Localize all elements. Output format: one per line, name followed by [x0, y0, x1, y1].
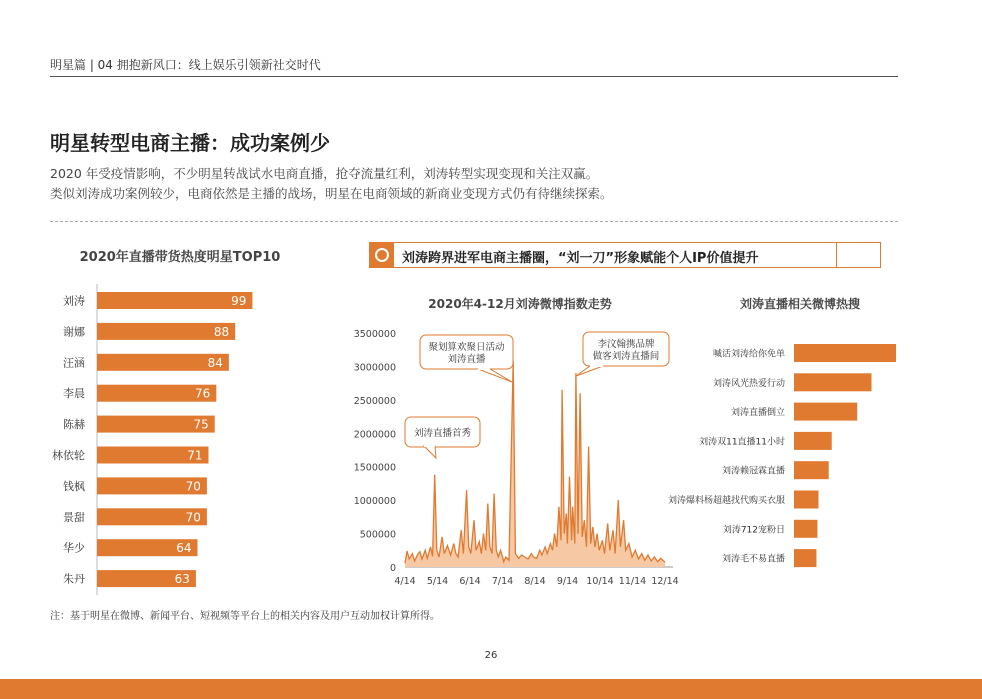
top10-bar-value: 70 [185, 510, 201, 525]
weibo-y-tick-label: 1000000 [353, 496, 396, 508]
weibo-index-line [405, 361, 665, 563]
description-line-1: 2020 年受疫情影响，不少明星转战试水电商直播，抢夺流量红利，刘涛转型实现变现和关注双赢。 [50, 166, 599, 181]
top10-category-label: 谢娜 [63, 325, 85, 339]
weibo-index-chart-title: 2020年4-12月刘涛微博指数走势 [428, 297, 612, 311]
hot-search-chart-title: 刘涛直播相关微博热搜 [739, 297, 860, 311]
weibo-annotation-text: 做客刘涛直播间 [592, 351, 660, 362]
hot-search-label: 刘涛毛不易直播 [721, 554, 785, 565]
hot-search-label: 刘涛风光热爱行动 [712, 378, 785, 389]
weibo-annotation-pointer [424, 446, 436, 458]
top10-category-label: 李晨 [63, 387, 85, 401]
weibo-x-tick-label: 4/14 [394, 576, 416, 587]
top10-bar-value: 88 [213, 324, 230, 339]
weibo-x-tick-label: 9/14 [556, 576, 579, 587]
page-number: 26 [484, 650, 498, 661]
weibo-annotation-text: 李汶翰携品牌 [597, 339, 655, 350]
weibo-annotation-pointer [576, 366, 603, 376]
hot-search-label: 刘涛双11直播11小时 [699, 437, 785, 448]
top10-bar-value: 99 [231, 294, 247, 308]
hot-search-bar [794, 373, 872, 391]
top10-chart-title: 2020年直播带货热度明星TOP10 [79, 250, 281, 265]
top10-category-label: 景甜 [63, 510, 85, 524]
top10-bar-value: 64 [176, 541, 192, 556]
top10-category-label: 刘涛 [63, 294, 85, 308]
weibo-annotation-pointer [478, 369, 512, 382]
page-title: 明星转型电商主播：成功案例少 [50, 131, 330, 155]
top10-category-label: 华少 [63, 541, 85, 555]
hot-search-label: 刘涛赖冠霖直播 [721, 466, 785, 477]
top10-category-label: 陈赫 [63, 418, 85, 432]
weibo-annotation-text: 刘涛直播 [447, 354, 486, 365]
weibo-y-tick-label: 2000000 [353, 429, 396, 441]
hot-search-bar [794, 520, 817, 538]
top10-bar-value: 75 [193, 417, 209, 432]
weibo-y-tick-label: 1500000 [353, 462, 396, 474]
weibo-x-tick-label: 10/14 [586, 576, 614, 587]
top10-bar-value: 63 [174, 572, 190, 587]
top10-bar-value: 71 [187, 448, 203, 463]
hot-search-bar [794, 491, 818, 509]
weibo-annotation-text: 聚划算欢聚日活动 [428, 342, 505, 353]
bottom-accent-bar [0, 679, 982, 699]
weibo-x-tick-label: 7/14 [491, 576, 514, 587]
top10-category-label: 林依轮 [52, 449, 85, 462]
top10-category-label: 汪涵 [63, 356, 85, 370]
weibo-y-tick-label: 3500000 [353, 329, 396, 340]
top10-category-label: 朱丹 [63, 572, 85, 586]
top10-bar-value: 84 [207, 355, 223, 370]
weibo-x-tick-label: 11/14 [618, 576, 647, 587]
weibo-y-tick-label: 3000000 [353, 362, 396, 374]
hot-search-bar [794, 403, 857, 421]
weibo-area-fill [405, 361, 665, 567]
weibo-x-tick-label: 5/14 [426, 576, 449, 587]
footnote: 注：基于明星在微博、新闻平台、短视频等平台上的相关内容及用户互动加权计算所得。 [50, 611, 440, 622]
top10-bar-value: 70 [185, 479, 201, 494]
top10-bar [97, 292, 252, 309]
hot-search-bar [794, 461, 829, 479]
banner-text: 刘涛跨界进军电商主播圈，“刘一刀”形象赋能个人IP价值提升 [402, 251, 759, 266]
section-header: 明星篇 | 04 拥抱新风口：线上娱乐引领新社交时代 [50, 58, 321, 72]
hot-search-bar [794, 432, 832, 450]
weibo-y-tick-label: 2500000 [353, 395, 396, 407]
weibo-x-tick-label: 8/14 [524, 576, 546, 587]
weibo-y-tick-label: 500000 [359, 529, 396, 541]
description-line-2: 类似刘涛成功案例较少，电商依然是主播的战场，明星在电商领域的新商业变现方式仍有待继续探索。 [50, 186, 613, 201]
weibo-annotation-text: 刘涛直播首秀 [413, 428, 472, 439]
top10-category-label: 钱枫 [63, 479, 85, 493]
hot-search-label: 刘涛直播倒立 [730, 408, 785, 419]
hot-search-bar [794, 344, 896, 362]
weibo-y-tick-label: 0 [389, 563, 396, 574]
hot-search-label: 刘涛爆料杨超越找代购买衣服 [667, 496, 785, 506]
hot-search-bar [794, 549, 816, 567]
weibo-x-tick-label: 12/14 [651, 576, 679, 587]
top10-bar-value: 76 [195, 386, 211, 401]
hot-search-label: 刘涛712宠粉日 [722, 525, 785, 536]
hot-search-label: 喊话刘涛给你免单 [712, 349, 785, 360]
weibo-x-tick-label: 6/14 [459, 576, 481, 587]
